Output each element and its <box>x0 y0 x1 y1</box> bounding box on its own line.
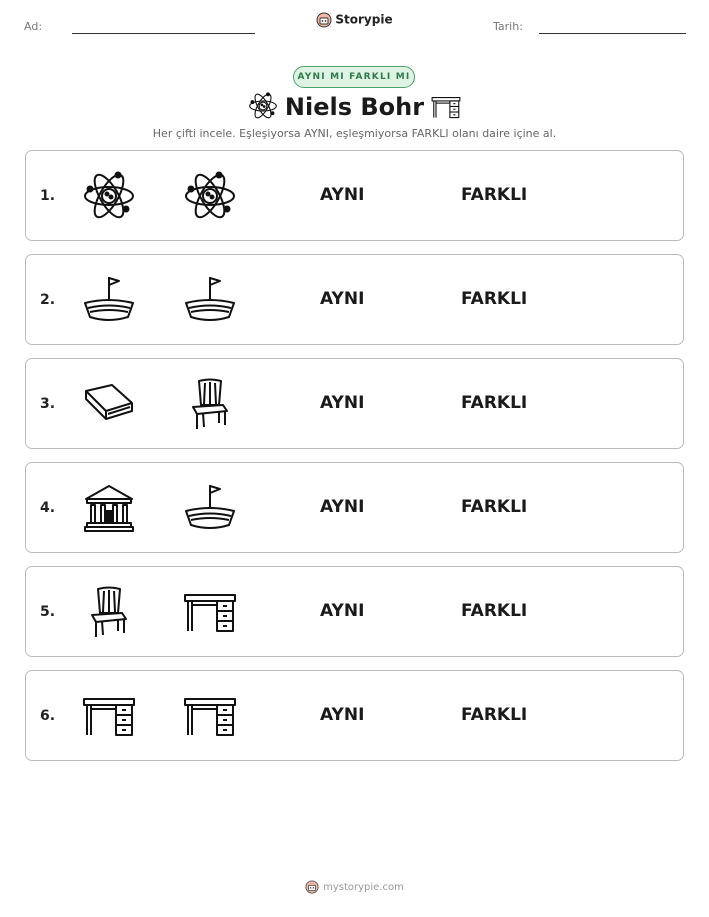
storypie-logo-icon <box>316 12 332 28</box>
chair-icon <box>82 585 136 639</box>
exercise-row <box>25 358 684 449</box>
answer-same[interactable]: AYNI <box>320 705 365 725</box>
answer-different[interactable]: FARKLI <box>461 601 528 621</box>
footer-url[interactable]: mystorypie.com <box>323 882 404 893</box>
row-number: 6. <box>40 708 56 724</box>
row-number: 2. <box>40 292 56 308</box>
answer-different[interactable]: FARKLI <box>461 705 528 725</box>
exercise-row <box>25 254 684 345</box>
title-row <box>0 90 709 124</box>
answer-same[interactable]: AYNI <box>320 185 365 205</box>
atom-icon <box>183 169 237 223</box>
instructions: Her çifti incele. Eşleşiyorsa AYNI, eşleşmiyorsa FARKLI olanı daire içine al. <box>152 127 557 140</box>
answer-same[interactable]: AYNI <box>320 497 365 517</box>
row-number: 1. <box>40 188 56 204</box>
desk-icon <box>431 92 461 122</box>
row-number: 4. <box>40 500 56 516</box>
activity-badge: AYNI MI FARKLI MI <box>293 66 415 88</box>
boat-icon <box>183 481 237 535</box>
date-label: Tarih: <box>493 20 523 33</box>
boat-icon <box>82 273 136 327</box>
desk-icon <box>82 689 136 743</box>
exercise-row <box>25 150 684 241</box>
answer-different[interactable]: FARKLI <box>461 185 528 205</box>
book-icon <box>82 377 136 431</box>
brand-name: Storypie <box>335 12 393 27</box>
desk-icon <box>183 585 237 639</box>
name-label: Ad: <box>24 20 43 33</box>
answer-same[interactable]: AYNI <box>320 393 365 413</box>
answer-different[interactable]: FARKLI <box>461 497 528 517</box>
answer-different[interactable]: FARKLI <box>461 289 528 309</box>
date-line[interactable] <box>539 33 686 34</box>
exercise-row <box>25 462 684 553</box>
page-title: Niels Bohr <box>284 93 425 121</box>
storypie-logo-icon <box>305 880 319 894</box>
row-number: 5. <box>40 604 56 620</box>
exercise-row <box>25 670 684 761</box>
answer-same[interactable]: AYNI <box>320 289 365 309</box>
answer-different[interactable]: FARKLI <box>461 393 528 413</box>
name-line[interactable] <box>72 33 255 34</box>
footer <box>0 880 709 894</box>
boat-icon <box>183 273 237 327</box>
exercise-row <box>25 566 684 657</box>
chair-icon <box>183 377 237 431</box>
desk-icon <box>183 689 237 743</box>
answer-same[interactable]: AYNI <box>320 601 365 621</box>
building-icon <box>82 481 136 535</box>
brand <box>0 12 709 28</box>
atom-icon <box>82 169 136 223</box>
row-number: 3. <box>40 396 56 412</box>
